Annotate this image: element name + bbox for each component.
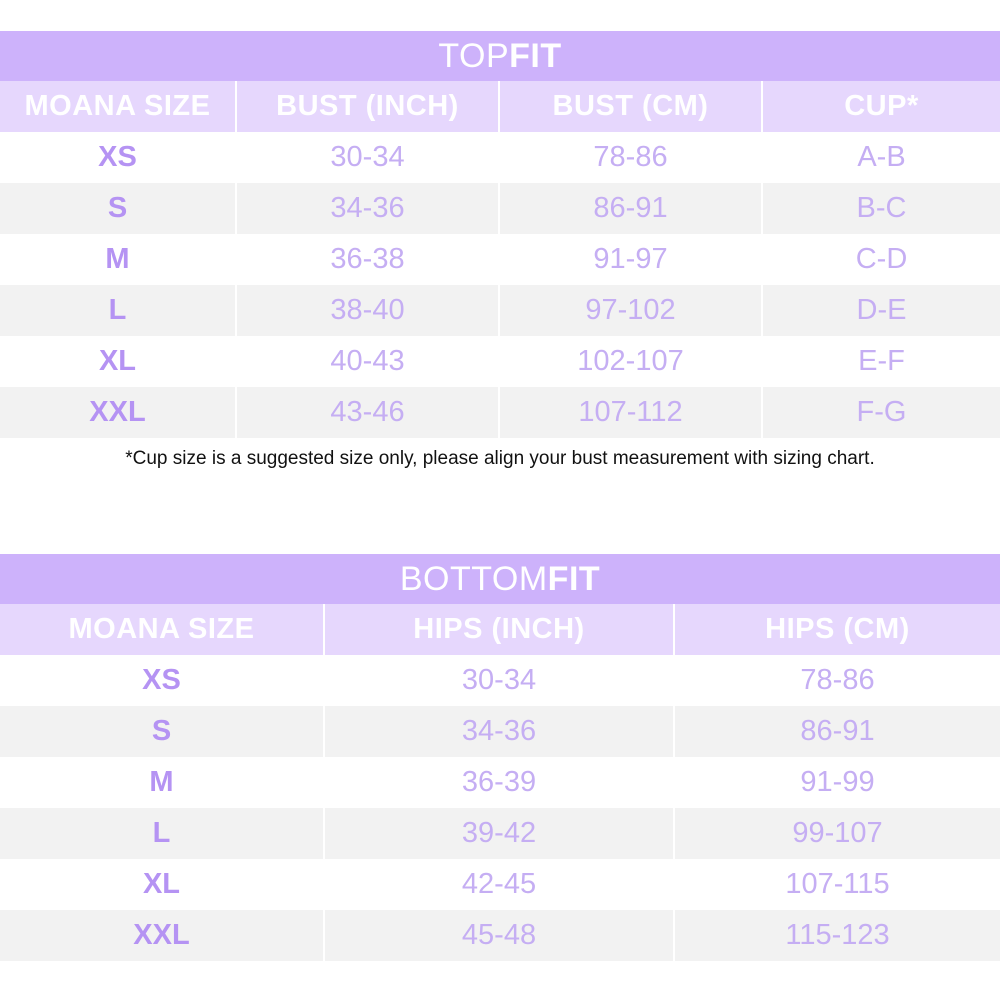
top-fit-rows — [0, 132, 1000, 438]
hips-inch-cell: 45-48 — [325, 910, 675, 961]
cup-cell: E-F — [858, 345, 905, 377]
bust-inch-cell: 40-43 — [237, 336, 500, 387]
hips-inch-cell: 39-42 — [325, 808, 675, 859]
table-row — [0, 910, 1000, 961]
table-row — [0, 706, 1000, 757]
bottom-fit-rows — [0, 655, 1000, 961]
hips-inch-cell: 42-45 — [325, 859, 675, 910]
top-fit-title-light: TOP — [438, 36, 510, 75]
column-header-cup: CUP* — [844, 90, 919, 122]
size-cell: XXL — [0, 387, 237, 438]
hips-cm-cell: 99-107 — [792, 817, 883, 849]
bust-cm-cell: 102-107 — [500, 336, 763, 387]
table-row — [0, 808, 1000, 859]
column-header-bust-inch: BUST (INCH) — [237, 81, 500, 132]
bust-inch-cell: 36-38 — [237, 234, 500, 285]
bust-inch-cell: 38-40 — [237, 285, 500, 336]
cup-cell: C-D — [855, 243, 908, 275]
table-row — [0, 655, 1000, 706]
size-cell: M — [0, 757, 325, 808]
table-row — [0, 132, 1000, 183]
column-header-hips-cm: HIPS (CM) — [765, 613, 910, 645]
bust-inch-cell: 30-34 — [237, 132, 500, 183]
size-cell: XS — [0, 655, 325, 706]
column-header-hips-inch: HIPS (INCH) — [325, 604, 675, 655]
bottom-fit-title — [0, 554, 1000, 604]
bottom-fit-header-row — [0, 604, 1000, 655]
hips-inch-cell: 36-39 — [325, 757, 675, 808]
table-row — [0, 859, 1000, 910]
bottom-fit-title-light: BOTTOM — [399, 559, 548, 598]
bottom-fit-table — [0, 554, 1000, 961]
hips-cm-cell: 78-86 — [800, 664, 875, 696]
cup-cell: B-C — [856, 192, 907, 224]
cup-cell: D-E — [856, 294, 907, 326]
bust-cm-cell: 107-112 — [500, 387, 763, 438]
bust-cm-cell: 86-91 — [500, 183, 763, 234]
size-cell: XS — [0, 132, 237, 183]
top-fit-header-row — [0, 81, 1000, 132]
top-fit-title — [0, 31, 1000, 81]
top-fit-title-bold: FIT — [509, 36, 562, 75]
table-row — [0, 336, 1000, 387]
cup-size-footnote: *Cup size is a suggested size only, please align your bust measurement with sizing chart. — [125, 448, 875, 469]
size-cell: XL — [0, 859, 325, 910]
size-cell: M — [0, 234, 237, 285]
hips-inch-cell: 34-36 — [325, 706, 675, 757]
bust-inch-cell: 34-36 — [237, 183, 500, 234]
bust-cm-cell: 78-86 — [500, 132, 763, 183]
table-row — [0, 183, 1000, 234]
bottom-fit-title-bold: FIT — [547, 559, 601, 598]
cup-cell: A-B — [857, 141, 906, 173]
column-header-moana-size: MOANA SIZE — [0, 604, 325, 655]
table-row — [0, 387, 1000, 438]
size-cell: L — [0, 808, 325, 859]
bust-inch-cell: 43-46 — [237, 387, 500, 438]
table-row — [0, 757, 1000, 808]
hips-cm-cell: 91-99 — [800, 766, 875, 798]
size-cell: XL — [0, 336, 237, 387]
bust-cm-cell: 97-102 — [500, 285, 763, 336]
table-row — [0, 285, 1000, 336]
column-header-bust-cm: BUST (CM) — [500, 81, 763, 132]
bust-cm-cell: 91-97 — [500, 234, 763, 285]
size-cell: S — [0, 706, 325, 757]
size-cell: XXL — [0, 910, 325, 961]
top-fit-table — [0, 31, 1000, 438]
hips-inch-cell: 30-34 — [325, 655, 675, 706]
hips-cm-cell: 86-91 — [800, 715, 875, 747]
hips-cm-cell: 107-115 — [785, 868, 890, 900]
cup-cell: F-G — [856, 396, 907, 428]
size-cell: L — [0, 285, 237, 336]
hips-cm-cell: 115-123 — [785, 919, 890, 951]
table-row — [0, 234, 1000, 285]
column-header-moana-size: MOANA SIZE — [0, 81, 237, 132]
size-cell: S — [0, 183, 237, 234]
